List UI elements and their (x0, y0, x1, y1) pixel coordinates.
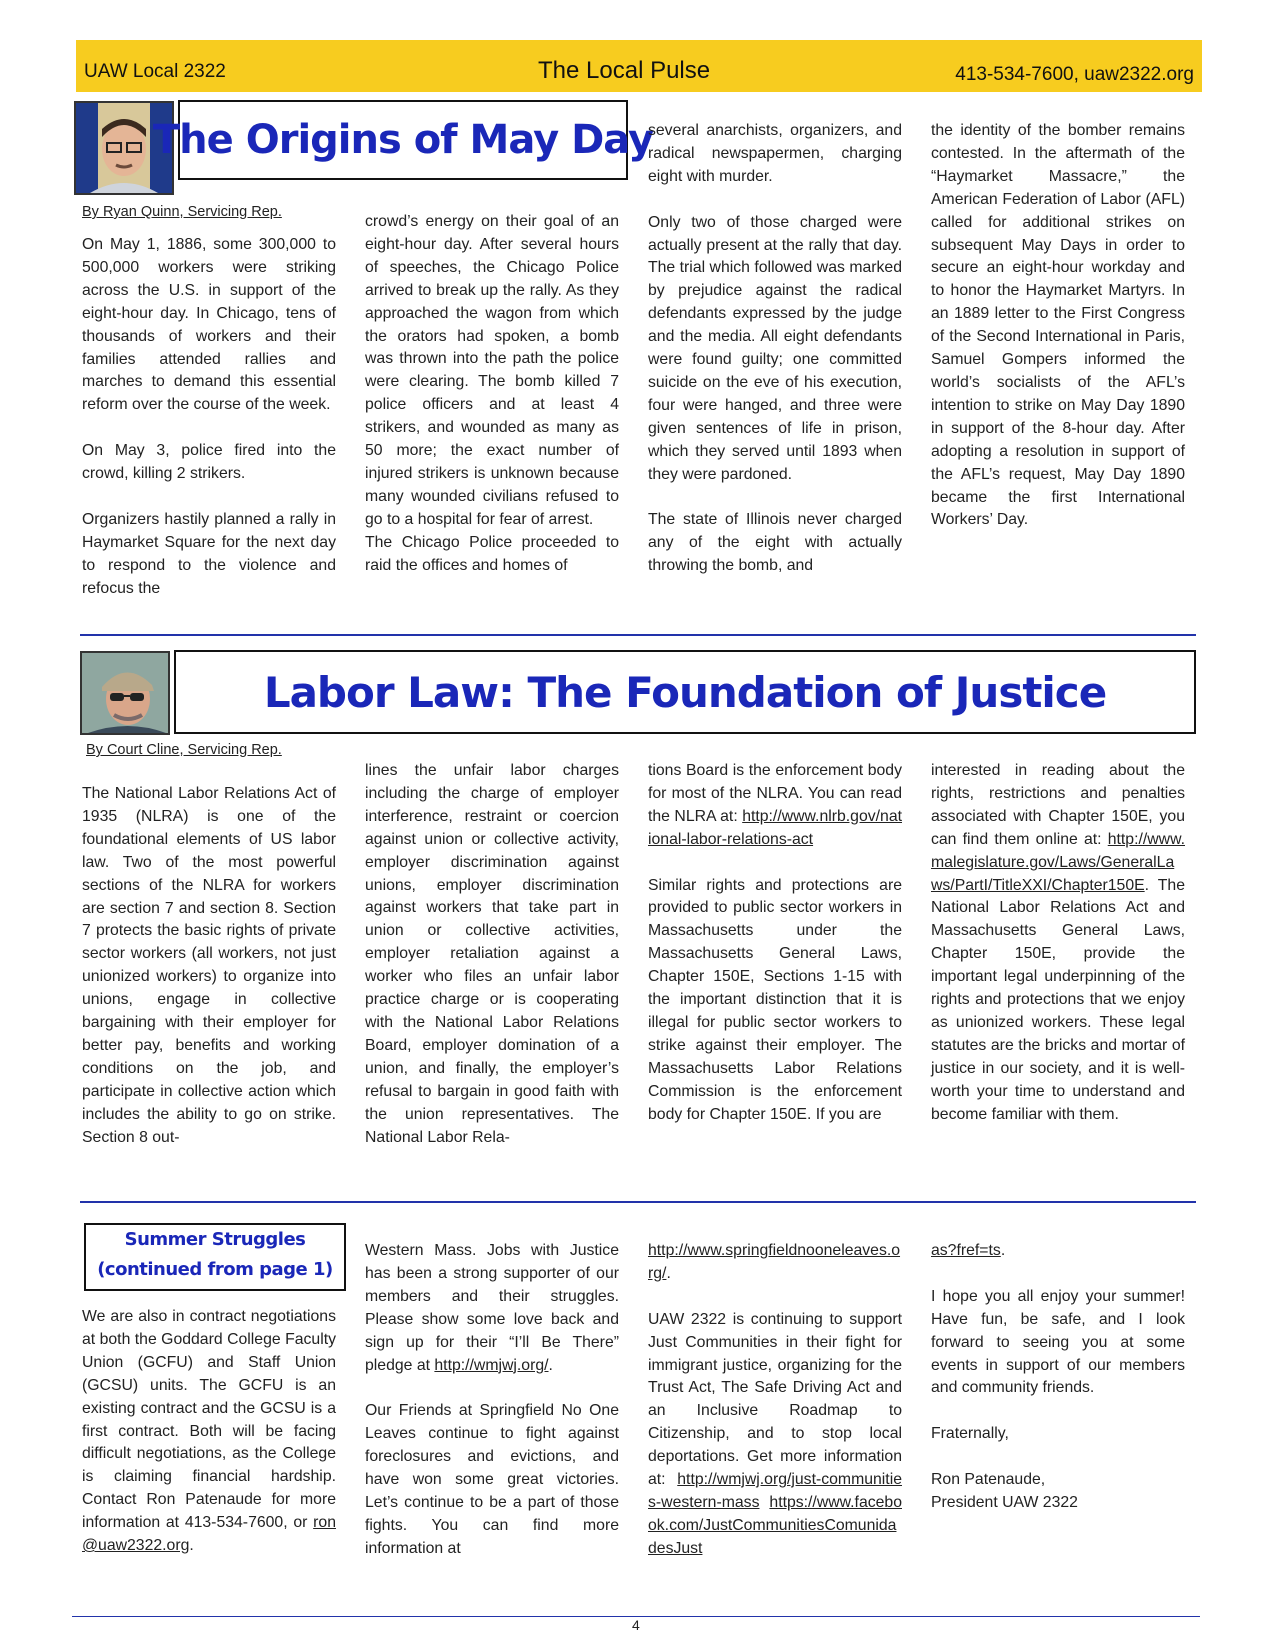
article-column-1 (82, 783, 336, 1150)
paragraph-text: We are also in contract negotiations at both the Goddard College Faculty Union (GCFU) and Staff Union (GCSU) units. The GCFU is an existing contract and the GCSU is a first contract. Both will be facing difficult negotiations, as the College is claiming financial hardship. Contact Ron Patenaude for more information at 413-534-7600, or (82, 1308, 336, 1532)
paragraph: The state of Illinois never charged any of the eight with actually throwing the bomb, and (648, 511, 902, 575)
email-link[interactable]: ron@uaw2322.org (82, 1514, 336, 1555)
paragraph-text: . (1000, 1242, 1006, 1259)
article-subtitle: (continued from page 1) (97, 1259, 333, 1280)
article-column-3 (648, 760, 902, 1126)
wmjwj-link[interactable]: http://wmjwj.org/ (434, 1356, 549, 1374)
page-number: 4 (632, 1617, 640, 1633)
article-column-3 (648, 1240, 902, 1561)
paragraph: Organizers hastily planned a rally in Haymarket Square for the next day to respond to the violence and refocus the (82, 510, 336, 597)
article-column-2 (365, 211, 619, 578)
article-title-box (84, 1223, 346, 1291)
article-column-1 (82, 234, 336, 600)
paragraph: the identity of the bomber remains contested. In the aftermath of the “Haymarket Massacre,” the American Federation of Labor (AFL) called for additional strikes on subsequent May Days in order to secure an eight-hour workday and to honor the Haymarket Martyrs. In an 1889 letter to the First Congress of the Second International in Paris, Samuel Gompers informed the world’s socialists of the AFL’s intention to strike on May Day 1890 in support of the 8-hour day. After adopting a resolution in support of the AFL’s request, May Day 1890 became the first International Workers’ Day. (931, 122, 1185, 529)
paragraph: On May 3, police fired into the crowd, killing 2 strikers. (82, 442, 336, 483)
paragraph (931, 1240, 1185, 1263)
article-column-2 (365, 1240, 619, 1561)
closing: Fraternally, (931, 1425, 1009, 1443)
paragraph-text: interested in reading about the rights, restrictions and penalties associated with Chapter 150E, you can find them online at: (931, 762, 1185, 848)
springfield-no-one-leaves-link[interactable]: http://www.springfieldnooneleaves.org/ (648, 1242, 901, 1282)
paragraph-text: . (666, 1264, 671, 1282)
byline: By Ryan Quinn, Servicing Rep. (82, 204, 282, 220)
section-divider (80, 634, 1196, 636)
paragraph-text: . The National Labor Relations Act and Massachusetts General Laws, Chapter 150E, provide the important legal underpinning of the rights and protections that we enjoy as unionized workers. These legal statutes are the bricks and mortar of justice in our society, and it is well-worth your time to understand and become familiar with them. (931, 876, 1185, 1123)
paragraph (931, 760, 1185, 1127)
signature (931, 1469, 1185, 1515)
section-divider (80, 1201, 1196, 1203)
paragraph-text: tions Board is the enforcement body for most of the NLRA. You can read the NLRA at: (648, 762, 902, 825)
newsletter-title: The Local Pulse (538, 57, 711, 84)
paragraph (365, 1240, 619, 1377)
header-contact: 413-534-7600, uaw2322.org (955, 64, 1194, 85)
paragraph: I hope you all enjoy your summer! Have fun, be safe, and I look forward to seeing you at some events in support of our members and community friends. (931, 1287, 1185, 1397)
paragraph (648, 1309, 902, 1561)
article-title: The Origins of May Day (152, 117, 654, 163)
paragraph-text: . (189, 1537, 194, 1555)
article-column-4 (931, 760, 1185, 1127)
signature-name: Ron Patenaude, (931, 1471, 1046, 1489)
article-column-1 (82, 1306, 336, 1558)
article-title: Labor Law: The Foundation of Justice (263, 667, 1107, 717)
paragraph-text: . (548, 1356, 553, 1374)
header-local-name: UAW Local 2322 (84, 61, 226, 82)
facebook-link-continued[interactable]: as?fref=ts (931, 1242, 1001, 1259)
article-title-box (174, 650, 1196, 734)
article-title-box (152, 100, 654, 180)
article-column-4 (931, 120, 1185, 532)
mass-general-laws-link[interactable]: http://www.malegislature.gov/Laws/GeneralLaws/PartI/TitleXXI/Chapter150E (931, 830, 1185, 894)
paragraph: The Chicago Police proceeded to raid the offices and homes of (365, 533, 619, 574)
newsletter-header (76, 40, 1202, 92)
paragraph: Our Friends at Springfield No One Leaves continue to fight against foreclosures and evictions, and have won some great victories. Let’s continue to be a part of those fights. You can find more information at (365, 1402, 619, 1557)
paragraph (648, 760, 902, 852)
paragraph: Only two of those charged were actually present at the rally that day. The trial which followed was marked by prejudice against the radical defendants expressed by the judge and the media. All eight defendants were found guilty; one committed suicide on the eve of his execution, four were hanged, and three were given sentences of life in prison, which they served until 1893 when they were pardoned. (648, 213, 902, 483)
facebook-link[interactable]: https://www.facebook.com/JustCommunitiesComunidadesJust (648, 1493, 902, 1557)
paragraph (82, 1306, 336, 1558)
just-communities-link[interactable]: http://wmjwj.org/just-communities-western-mass (648, 1471, 902, 1511)
byline: By Court Cline, Servicing Rep. (86, 742, 282, 758)
article-column-3 (648, 120, 902, 578)
paragraph: lines the unfair labor charges including the charge of employer interference, restraint or coercion against union or collective activity, employer discrimination against unions, employer discrimination against workers that take part in union or collective activities, employer retaliation against a worker who files an unfair labor practice charge or is cooperating with the National Labor Relations Board, employer domination of a union, and finally, the employer’s refusal to bargain in good faith with the union representatives. The National Labor Rela- (365, 762, 619, 1146)
article-title: Summer Struggles (124, 1229, 306, 1250)
paragraph-text: Western Mass. Jobs with Justice has been a strong supporter of our members and their struggles. Please show some love back and sign up for their “I’ll Be There” pledge at (365, 1242, 619, 1374)
paragraph: The National Labor Relations Act of 1935 (NLRA) is one of the foundational elements of US labor law. Two of the most powerful sections of the NLRA for workers are section 7 and section 8. Section 7 protects the basic rights of private sector workers (all workers, not just unionized workers) to organize into unions, engage in collective bargaining with their employer for better pay, benefits and working conditions on the job, and participate in collective action which includes the ability to go on strike. Section 8 out- (82, 785, 336, 1146)
paragraph: several anarchists, organizers, and radical newspapermen, charging eight with murder. (648, 122, 902, 185)
paragraph: Similar rights and protections are provided to public sector workers in Massachusetts under the Massachusetts General Laws, Chapter 150E, Sections 1-15 with the important distinction that it is illegal for public sector workers to strike against their employer. The Massachusetts Labor Relations Commission is the enforcement body for Chapter 150E. If you are (648, 876, 902, 1123)
article-column-2 (365, 760, 619, 1149)
paragraph (648, 1240, 902, 1286)
paragraph: crowd’s energy on their goal of an eight-hour day. After several hours of speeches, the Chicago Police arrived to break up the rally. As they approached the wagon from which the orators had spoken, a bomb was thrown into the path the police were clearing. The bomb killed 7 police officers and at least 4 strikers, and wounded as many as 50 more; the exact number of injured strikers is unknown because many wounded civilians refused to go to a hospital for fear of arrest. (365, 213, 619, 528)
nlra-link[interactable]: http://www.nlrb.gov/national-labor-relations-act (648, 807, 902, 848)
paragraph-text: UAW 2322 is continuing to support Just Communities in their fight for immigrant justice, organizing for the Trust Act, The Safe Driving Act and an Inclusive Roadmap to Citizenship, and to stop local deportations. Get more information at: (648, 1310, 902, 1489)
article-column-4 (931, 1240, 1185, 1515)
paragraph: On May 1, 1886, some 300,000 to 500,000 workers were striking across the U.S. in support of the eight-hour day. In Chicago, tens of thousands of workers and their families attended rallies and marches to demand this essential reform over the course of the week. (82, 236, 336, 414)
author-photo-court-cline (80, 651, 170, 735)
signature-title: President UAW 2322 (931, 1493, 1078, 1511)
